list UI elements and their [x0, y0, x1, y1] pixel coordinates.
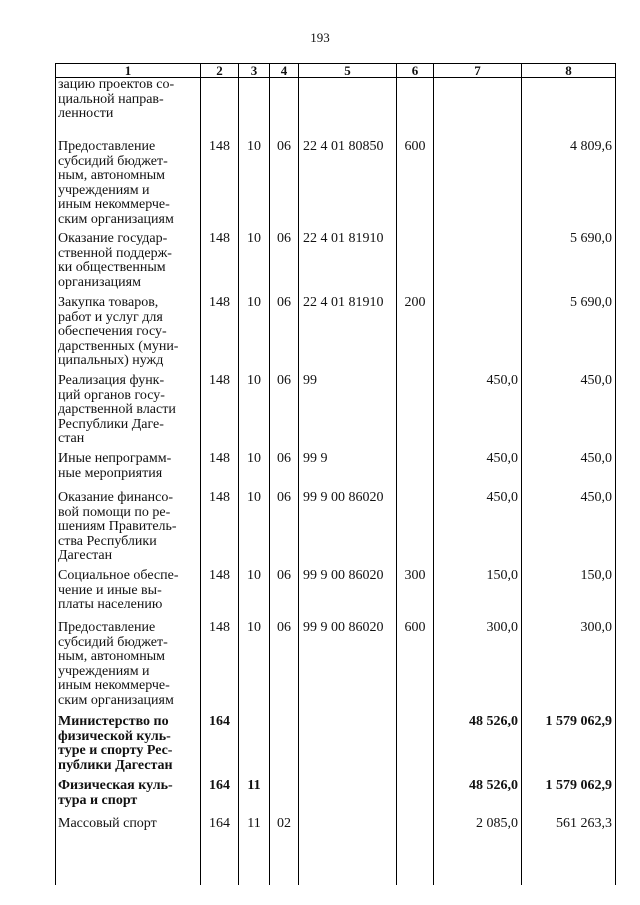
row-pr-cell [270, 779, 299, 817]
row-pr-cell: 06 [270, 296, 299, 374]
row-amount-federal-cell: 2 085,0 [434, 817, 522, 855]
row-amount-total-cell [522, 78, 616, 141]
row-gr-cell: 148 [201, 374, 239, 452]
row-csr-cell [299, 779, 397, 817]
row-pr-cell: 06 [270, 569, 299, 621]
row-csr-cell: 99 9 00 86020 [299, 491, 397, 569]
budget-table [55, 63, 616, 885]
row-gr-cell: 148 [201, 232, 239, 296]
row-vr-cell [397, 779, 434, 817]
row-amount-federal-cell [434, 296, 522, 374]
row-amount-federal-cell [434, 232, 522, 296]
header-col-8: 8 [522, 64, 616, 78]
row-name-cell: зацию проектов со- циальной направ- ленности [56, 78, 201, 141]
row-amount-federal-cell: 48 526,0 [434, 715, 522, 779]
row-amount-federal-cell: 450,0 [434, 491, 522, 569]
page-number: 193 [310, 30, 330, 45]
row-pr-cell: 06 [270, 374, 299, 452]
row-csr-cell: 22 4 01 80850 [299, 140, 397, 232]
table-row [56, 140, 616, 232]
table-row [56, 817, 616, 855]
row-pr-cell: 06 [270, 621, 299, 715]
table-row [56, 715, 616, 779]
row-name-cell: Иные непрограмм- ные мероприятия [56, 452, 201, 491]
row-amount-total-cell: 450,0 [522, 374, 616, 452]
empty-cell [434, 855, 522, 885]
row-csr-cell: 99 9 [299, 452, 397, 491]
table-row [56, 296, 616, 374]
empty-cell [56, 855, 201, 885]
row-csr-cell: 99 9 00 86020 [299, 569, 397, 621]
row-vr-cell: 600 [397, 621, 434, 715]
table-row [56, 779, 616, 817]
header-col-7: 7 [434, 64, 522, 78]
table-row [56, 452, 616, 491]
row-csr-cell: 99 [299, 374, 397, 452]
row-gr-cell: 148 [201, 569, 239, 621]
row-name-cell: Физическая куль- тура и спорт [56, 779, 201, 817]
row-name-cell: Реализация функ- ций органов госу- дарственной власти Республики Даге- стан [56, 374, 201, 452]
row-name-cell: Министерство по физической куль- туре и спорту Рес- публики Дагестан [56, 715, 201, 779]
row-amount-total-cell: 1 579 062,9 [522, 779, 616, 817]
row-gr-cell: 164 [201, 817, 239, 855]
row-gr-cell: 148 [201, 491, 239, 569]
row-rz-cell: 10 [239, 374, 270, 452]
row-vr-cell [397, 817, 434, 855]
table-row [56, 569, 616, 621]
empty-cell [397, 855, 434, 885]
row-vr-cell [397, 491, 434, 569]
row-gr-cell: 148 [201, 140, 239, 232]
row-pr-cell: 06 [270, 491, 299, 569]
row-rz-cell: 10 [239, 452, 270, 491]
row-amount-federal-cell: 450,0 [434, 452, 522, 491]
row-rz-cell: 10 [239, 621, 270, 715]
row-rz-cell: 11 [239, 817, 270, 855]
row-amount-total-cell: 5 690,0 [522, 296, 616, 374]
row-name-cell: Предоставление субсидий бюджет- ным, автономным учреждениям и иным некоммерче- ским организациям [56, 140, 201, 232]
row-gr-cell: 164 [201, 715, 239, 779]
row-gr-cell [201, 78, 239, 141]
row-pr-cell: 06 [270, 232, 299, 296]
row-gr-cell: 148 [201, 296, 239, 374]
empty-cell [239, 855, 270, 885]
row-rz-cell: 10 [239, 569, 270, 621]
row-amount-federal-cell [434, 140, 522, 232]
row-rz-cell: 10 [239, 140, 270, 232]
row-pr-cell [270, 715, 299, 779]
row-csr-cell [299, 78, 397, 141]
header-col-2: 2 [201, 64, 239, 78]
row-amount-federal-cell: 300,0 [434, 621, 522, 715]
row-gr-cell: 148 [201, 452, 239, 491]
header-col-1: 1 [56, 64, 201, 78]
row-csr-cell: 22 4 01 81910 [299, 232, 397, 296]
row-gr-cell: 148 [201, 621, 239, 715]
row-amount-federal-cell: 450,0 [434, 374, 522, 452]
row-csr-cell: 22 4 01 81910 [299, 296, 397, 374]
row-amount-federal-cell: 48 526,0 [434, 779, 522, 817]
row-pr-cell: 06 [270, 140, 299, 232]
header-col-3: 3 [239, 64, 270, 78]
row-name-cell: Социальное обеспе- чение и иные вы- платы населению [56, 569, 201, 621]
row-csr-cell [299, 817, 397, 855]
row-rz-cell [239, 715, 270, 779]
row-amount-total-cell: 1 579 062,9 [522, 715, 616, 779]
row-name-cell: Оказание государ- ственной поддерж- ки общественным организациям [56, 232, 201, 296]
table-row [56, 232, 616, 296]
header-row [56, 64, 616, 78]
row-amount-total-cell: 4 809,6 [522, 140, 616, 232]
row-name-cell: Закупка товаров, работ и услуг для обеспечения госу- дарственных (муни- ципальных) нужд [56, 296, 201, 374]
row-vr-cell [397, 452, 434, 491]
table-row [56, 621, 616, 715]
row-rz-cell: 10 [239, 491, 270, 569]
row-pr-cell: 06 [270, 452, 299, 491]
row-name-cell: Предоставление субсидий бюджет- ным, автономным учреждениям и иным некоммерче- ским организациям [56, 621, 201, 715]
row-vr-cell: 300 [397, 569, 434, 621]
row-pr-cell [270, 78, 299, 141]
row-vr-cell [397, 78, 434, 141]
table-row [56, 78, 616, 141]
row-amount-total-cell: 5 690,0 [522, 232, 616, 296]
header-col-5: 5 [299, 64, 397, 78]
row-amount-total-cell: 300,0 [522, 621, 616, 715]
row-vr-cell [397, 374, 434, 452]
table-continuation [56, 855, 616, 885]
row-amount-total-cell: 450,0 [522, 452, 616, 491]
table-row [56, 491, 616, 569]
empty-cell [270, 855, 299, 885]
empty-cell [522, 855, 616, 885]
row-rz-cell: 11 [239, 779, 270, 817]
row-vr-cell [397, 715, 434, 779]
row-csr-cell [299, 715, 397, 779]
row-gr-cell: 164 [201, 779, 239, 817]
row-rz-cell: 10 [239, 232, 270, 296]
header-col-4: 4 [270, 64, 299, 78]
row-amount-total-cell: 450,0 [522, 491, 616, 569]
row-amount-total-cell: 150,0 [522, 569, 616, 621]
row-amount-federal-cell [434, 78, 522, 141]
table-row [56, 374, 616, 452]
header-col-6: 6 [397, 64, 434, 78]
table-body [56, 78, 616, 886]
empty-cell [201, 855, 239, 885]
row-name-cell: Оказание финансо- вой помощи по ре- шениям Правитель- ства Республики Дагестан [56, 491, 201, 569]
row-amount-total-cell: 561 263,3 [522, 817, 616, 855]
row-amount-federal-cell: 150,0 [434, 569, 522, 621]
row-vr-cell: 200 [397, 296, 434, 374]
row-vr-cell [397, 232, 434, 296]
row-vr-cell: 600 [397, 140, 434, 232]
row-csr-cell: 99 9 00 86020 [299, 621, 397, 715]
row-rz-cell [239, 78, 270, 141]
row-pr-cell: 02 [270, 817, 299, 855]
row-rz-cell: 10 [239, 296, 270, 374]
row-name-cell: Массовый спорт [56, 817, 201, 855]
empty-cell [299, 855, 397, 885]
